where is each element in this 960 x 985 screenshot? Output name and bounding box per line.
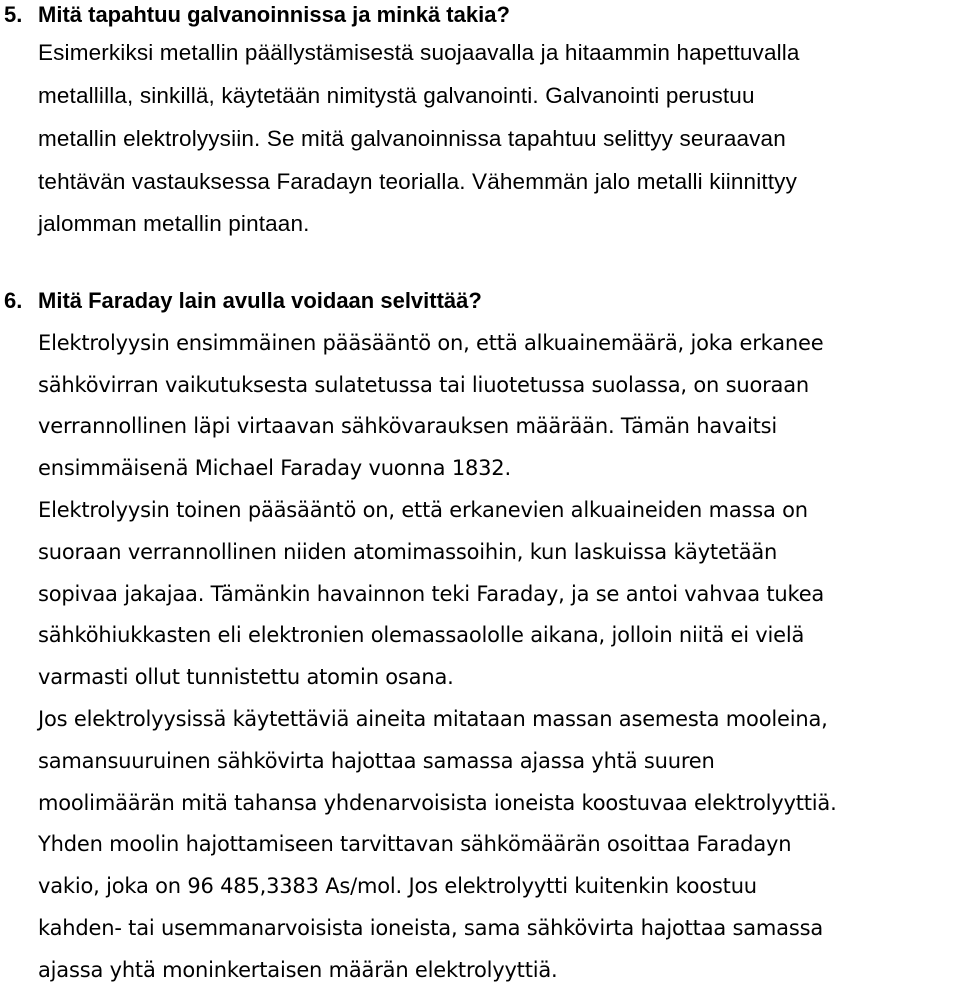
answer-6-line: Elektrolyysin ensimmäinen pääsääntö on, että alkuainemäärä, joka erkanee: [38, 331, 824, 355]
question-5-heading: [4, 0, 510, 30]
answer-6-line: Elektrolyysin toinen pääsääntö on, että erkanevien alkuaineiden massa on: [38, 498, 808, 522]
answer-5-line: metallin elektrolyysiin. Se mitä galvanoinnissa tapahtuu selittyy seuraavan: [38, 126, 786, 151]
answer-6-line: sähkövirran vaikutuksesta sulatetussa tai liuotetussa suolassa, on suoraan: [38, 373, 809, 397]
answer-6-line: verrannollinen läpi virtaavan sähkövarauksen määrään. Tämän havaitsi: [38, 414, 777, 438]
question-5-text: Mitä tapahtuu galvanoinnissa ja minkä takia?: [38, 2, 510, 27]
answer-5-line: Esimerkiksi metallin päällystämisestä suojaavalla ja hitaammin hapettuvalla: [38, 40, 800, 65]
answer-6-line: ensimmäisenä Michael Faraday vuonna 1832.: [38, 456, 511, 480]
answer-6-line: moolimäärän mitä tahansa yhdenarvoisista ioneista koostuvaa elektrolyyttiä.: [38, 791, 837, 815]
answer-5-line: jalomman metallin pintaan.: [38, 211, 310, 236]
answer-6-line: sopivaa jakajaa. Tämänkin havainnon teki Faraday, ja se antoi vahvaa tukea: [38, 582, 825, 606]
question-5-number: 5.: [4, 2, 23, 27]
question-6-text: Mitä Faraday lain avulla voidaan selvittää?: [38, 288, 482, 313]
answer-6-line: kahden- tai usemmanarvoisista ioneista, sama sähkövirta hajottaa samassa: [38, 916, 823, 940]
question-6-number: 6.: [4, 288, 23, 313]
answer-6-line: samansuuruinen sähkövirta hajottaa samassa ajassa yhtä suuren: [38, 749, 715, 773]
answer-6-line: varmasti ollut tunnistettu atomin osana.: [38, 665, 454, 689]
answer-6-line: sähköhiukkasten eli elektronien olemassaololle aikana, jolloin niitä ei vielä: [38, 623, 805, 647]
answer-6-line: suoraan verrannollinen niiden atomimassoihin, kun laskuissa käytetään: [38, 540, 778, 564]
answer-5-line: metallilla, sinkillä, käytetään nimitystä galvanointi. Galvanointi perustuu: [38, 83, 755, 108]
answer-5-line: tehtävän vastauksessa Faradayn teorialla. Vähemmän jalo metalli kiinnittyy: [38, 169, 797, 194]
answer-6-line: vakio, joka on 96 485,3383 As/mol. Jos elektrolyytti kuitenkin koostuu: [38, 874, 757, 898]
answer-6-line: ajassa yhtä moninkertaisen määrän elektrolyyttiä.: [38, 958, 558, 982]
answer-6-line: Yhden moolin hajottamiseen tarvittavan sähkömäärän osoittaa Faradayn: [38, 832, 792, 856]
question-6-heading: [4, 286, 482, 316]
answer-6-line: Jos elektrolyysissä käytettäviä aineita mitataan massan asemesta mooleina,: [38, 707, 828, 731]
